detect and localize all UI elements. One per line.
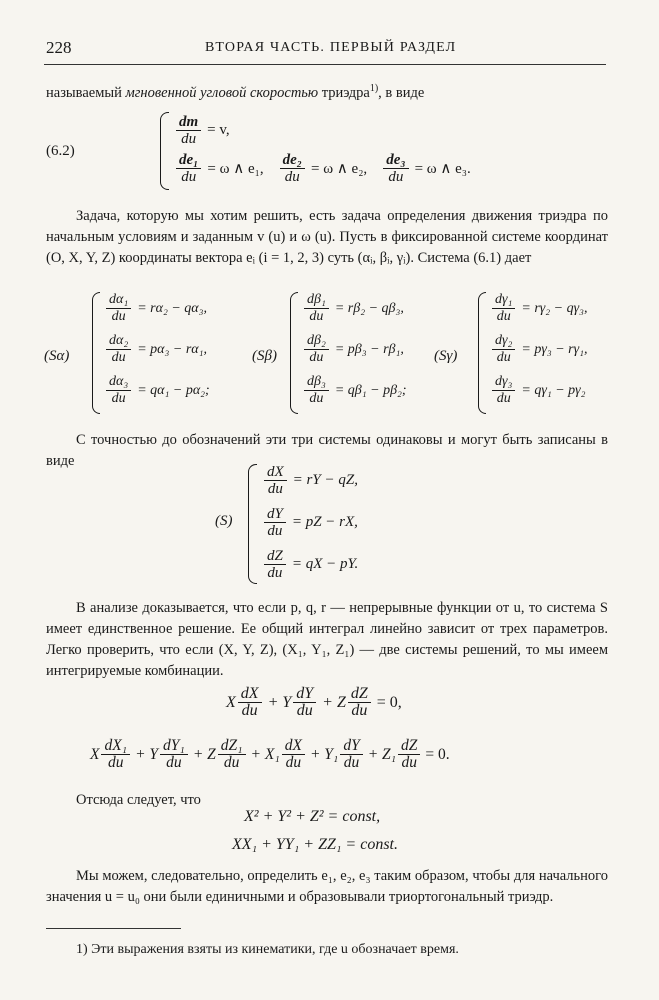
rhs: = rγ₂ − qγ₃, <box>521 300 588 316</box>
fraction <box>348 686 371 719</box>
denominator: du <box>284 169 300 185</box>
paragraph-3: С точностью до обозначений эти три системы одинаковы и могут быть записаны в виде <box>46 432 608 469</box>
denominator: du <box>309 391 324 406</box>
fraction <box>304 292 329 325</box>
system-beta-row <box>302 292 404 325</box>
numerator: dm <box>176 114 201 131</box>
numerator: dα₂ <box>106 333 131 350</box>
numerator: dX <box>264 464 287 481</box>
footnote-mark: 1) <box>369 83 379 94</box>
fraction <box>304 333 329 366</box>
denominator: du <box>267 481 283 497</box>
denominator: du <box>111 350 126 365</box>
denominator: du <box>111 309 126 324</box>
numerator: dβ₂ <box>304 333 329 350</box>
numerator: dY <box>340 738 362 755</box>
fraction <box>492 292 515 325</box>
system-beta-row <box>302 374 407 407</box>
term-coefficient: + Z <box>192 745 216 763</box>
system-alpha-row <box>104 333 207 366</box>
fraction <box>101 738 130 771</box>
numerator: dX <box>238 686 262 703</box>
numerator: dZ₁ <box>218 738 246 755</box>
system-beta-brace <box>290 292 298 414</box>
system-s-row <box>262 548 358 581</box>
combination-1 <box>226 686 402 719</box>
numerator: de₁ <box>176 152 201 169</box>
fraction <box>218 738 246 771</box>
denominator: du <box>166 754 182 771</box>
eq-6-2-brace <box>160 112 169 190</box>
denominator: du <box>223 754 240 771</box>
eq-6-2-row-1 <box>174 114 230 147</box>
numerator: dX <box>282 738 305 755</box>
fraction <box>492 374 515 407</box>
denominator: du <box>351 702 368 719</box>
header-rule <box>44 64 606 65</box>
fraction <box>106 374 131 407</box>
fraction <box>264 506 286 539</box>
running-head: ВТОРАЯ ЧАСТЬ. ПЕРВЫЙ РАЗДЕЛ <box>205 40 457 55</box>
rhs: = ω ∧ e₁, <box>207 161 264 177</box>
system-s-row <box>262 506 358 539</box>
rhs: = rY − qZ, <box>292 472 358 488</box>
fraction <box>176 114 201 147</box>
rhs: = pZ − rX, <box>291 514 358 530</box>
fraction <box>282 738 305 771</box>
system-gamma-row <box>490 292 588 325</box>
numerator: dβ₁ <box>304 292 329 309</box>
term-coefficient: X <box>90 745 100 763</box>
denominator: du <box>496 309 511 324</box>
page-number: 228 <box>46 38 72 57</box>
term-coefficient: + Y <box>267 693 292 711</box>
numerator: dγ₃ <box>492 374 515 391</box>
rhs: = pγ₃ − rγ₁, <box>521 341 588 357</box>
system-alpha-row <box>104 374 210 407</box>
denominator: du <box>111 391 126 406</box>
denominator: du <box>309 350 324 365</box>
fraction <box>383 152 408 185</box>
footnote <box>76 942 459 958</box>
system-s-row <box>262 464 358 497</box>
p1-emphasis: мгновенной угловой скоростью <box>125 84 319 101</box>
combination-2-end: = 0. <box>425 745 450 763</box>
fraction <box>280 152 305 185</box>
numerator: dα₁ <box>106 292 131 309</box>
numerator: dZ <box>264 548 286 565</box>
eq-6-2-row-2 <box>174 152 471 185</box>
system-beta-label: (Sβ) <box>252 348 277 364</box>
denominator: du <box>267 523 283 539</box>
denominator: du <box>296 702 313 719</box>
denominator: du <box>496 350 511 365</box>
numerator: dY <box>264 506 286 523</box>
result-2: XX₁ + YY₁ + ZZ₁ = const. <box>232 836 398 853</box>
fraction <box>264 464 287 497</box>
denominator: du <box>401 754 417 771</box>
system-gamma-row <box>490 374 586 407</box>
denominator: du <box>108 754 124 771</box>
denominator: du <box>309 309 324 324</box>
fraction <box>106 333 131 366</box>
denominator: du <box>343 754 360 771</box>
footnote-number: 1) <box>76 942 88 957</box>
numerator: dβ₃ <box>304 374 329 391</box>
paragraph-4: В анализе доказывается, что если p, q, r — непрерывные функции от u, то система S имеет единственное решение. Ее общий интеграл линейно зависит от трех параметров. Легко проверить, что если (X, Y, Z), (X₁, Y₁, Z₁) — две системы решений, то мы имеем интегрируемые комбинации. <box>46 600 608 679</box>
denominator: du <box>267 565 283 581</box>
paragraph-1 <box>46 78 608 104</box>
fraction <box>293 686 316 719</box>
term-coefficient: + Y <box>135 745 159 763</box>
eq-6-2-label: (6.2) <box>46 143 75 159</box>
fraction <box>398 738 420 771</box>
numerator: de₂ <box>280 152 305 169</box>
footnote-rule <box>46 928 181 929</box>
system-alpha-brace <box>92 292 100 414</box>
result-1: X² + Y² + Z² = const, <box>244 808 381 825</box>
footnote-text: Эти выражения взяты из кинематики, где u обозначает время. <box>91 942 459 957</box>
numerator: dγ₂ <box>492 333 515 350</box>
rhs: = v, <box>207 122 230 138</box>
combination-1-end: = 0, <box>376 693 402 711</box>
rhs: = qX − pY. <box>291 556 359 572</box>
system-gamma-brace <box>478 292 486 414</box>
p1-post: триэдра <box>318 84 370 101</box>
numerator: dα₃ <box>106 374 131 391</box>
numerator: dZ <box>398 738 420 755</box>
system-beta-row <box>302 333 404 366</box>
term-coefficient: + Z <box>322 693 346 711</box>
fraction <box>304 374 329 407</box>
term-coefficient: X <box>226 693 236 711</box>
fraction <box>264 548 286 581</box>
numerator: dY <box>293 686 316 703</box>
denominator: du <box>181 131 197 147</box>
numerator: dZ <box>348 686 371 703</box>
p1-pre: называемый <box>46 84 126 101</box>
fraction <box>238 686 262 719</box>
p1-end: , в виде <box>378 84 425 101</box>
denominator: du <box>285 754 302 771</box>
rhs: = rα₂ − qα₃, <box>137 300 207 316</box>
numerator: dγ₁ <box>492 292 515 309</box>
term-coefficient: + Z₁ <box>367 745 397 763</box>
system-s-label: (S) <box>215 513 233 529</box>
numerator: dX₁ <box>101 738 130 755</box>
denominator: du <box>496 391 511 406</box>
denominator: du <box>181 169 197 185</box>
combination-2 <box>90 738 450 771</box>
rhs: = qγ₁ − pγ₂ <box>521 382 586 398</box>
denominator: du <box>388 169 404 185</box>
rhs: = ω ∧ e₃. <box>414 161 471 177</box>
rhs: = ω ∧ e₂, <box>310 161 368 177</box>
system-s-brace <box>248 464 257 584</box>
fraction <box>176 152 201 185</box>
rhs: = pβ₃ − rβ₁, <box>334 341 404 357</box>
fraction <box>492 333 515 366</box>
paragraph-2: Задача, которую мы хотим решить, есть задача определения движения триэдра по начальным условиям и заданным v (u) и ω (u). Пусть в фиксированной системе координат (O, X, Y, Z) координаты вектора eᵢ (i = 1, 2, 3) суть (αᵢ, βᵢ, γᵢ). Система (6.1) дает <box>46 208 608 266</box>
system-alpha-label: (Sα) <box>44 348 70 364</box>
rhs: = qβ₁ − pβ₂; <box>334 382 407 398</box>
denominator: du <box>241 702 258 719</box>
paragraph-5: Отсюда следует, что <box>76 792 201 808</box>
rhs: = rβ₂ − qβ₃, <box>334 300 404 316</box>
rhs: = qα₁ − pα₂; <box>137 382 210 398</box>
system-gamma-row <box>490 333 588 366</box>
term-coefficient: + Y₁ <box>309 745 339 763</box>
fraction <box>160 738 188 771</box>
term-coefficient: + X₁ <box>250 745 280 763</box>
system-alpha-row <box>104 292 207 325</box>
numerator: dY₁ <box>160 738 188 755</box>
fraction <box>106 292 131 325</box>
rhs: = pα₃ − rα₁, <box>137 341 207 357</box>
fraction <box>340 738 362 771</box>
numerator: de₃ <box>383 152 408 169</box>
paragraph-6: Мы можем, следовательно, определить e₁, e₂, e₃ таким образом, чтобы для начального значения u = u₀ они были единичными и образовывали триортогональный триэдр. <box>46 868 608 905</box>
system-gamma-label: (Sγ) <box>434 348 458 364</box>
